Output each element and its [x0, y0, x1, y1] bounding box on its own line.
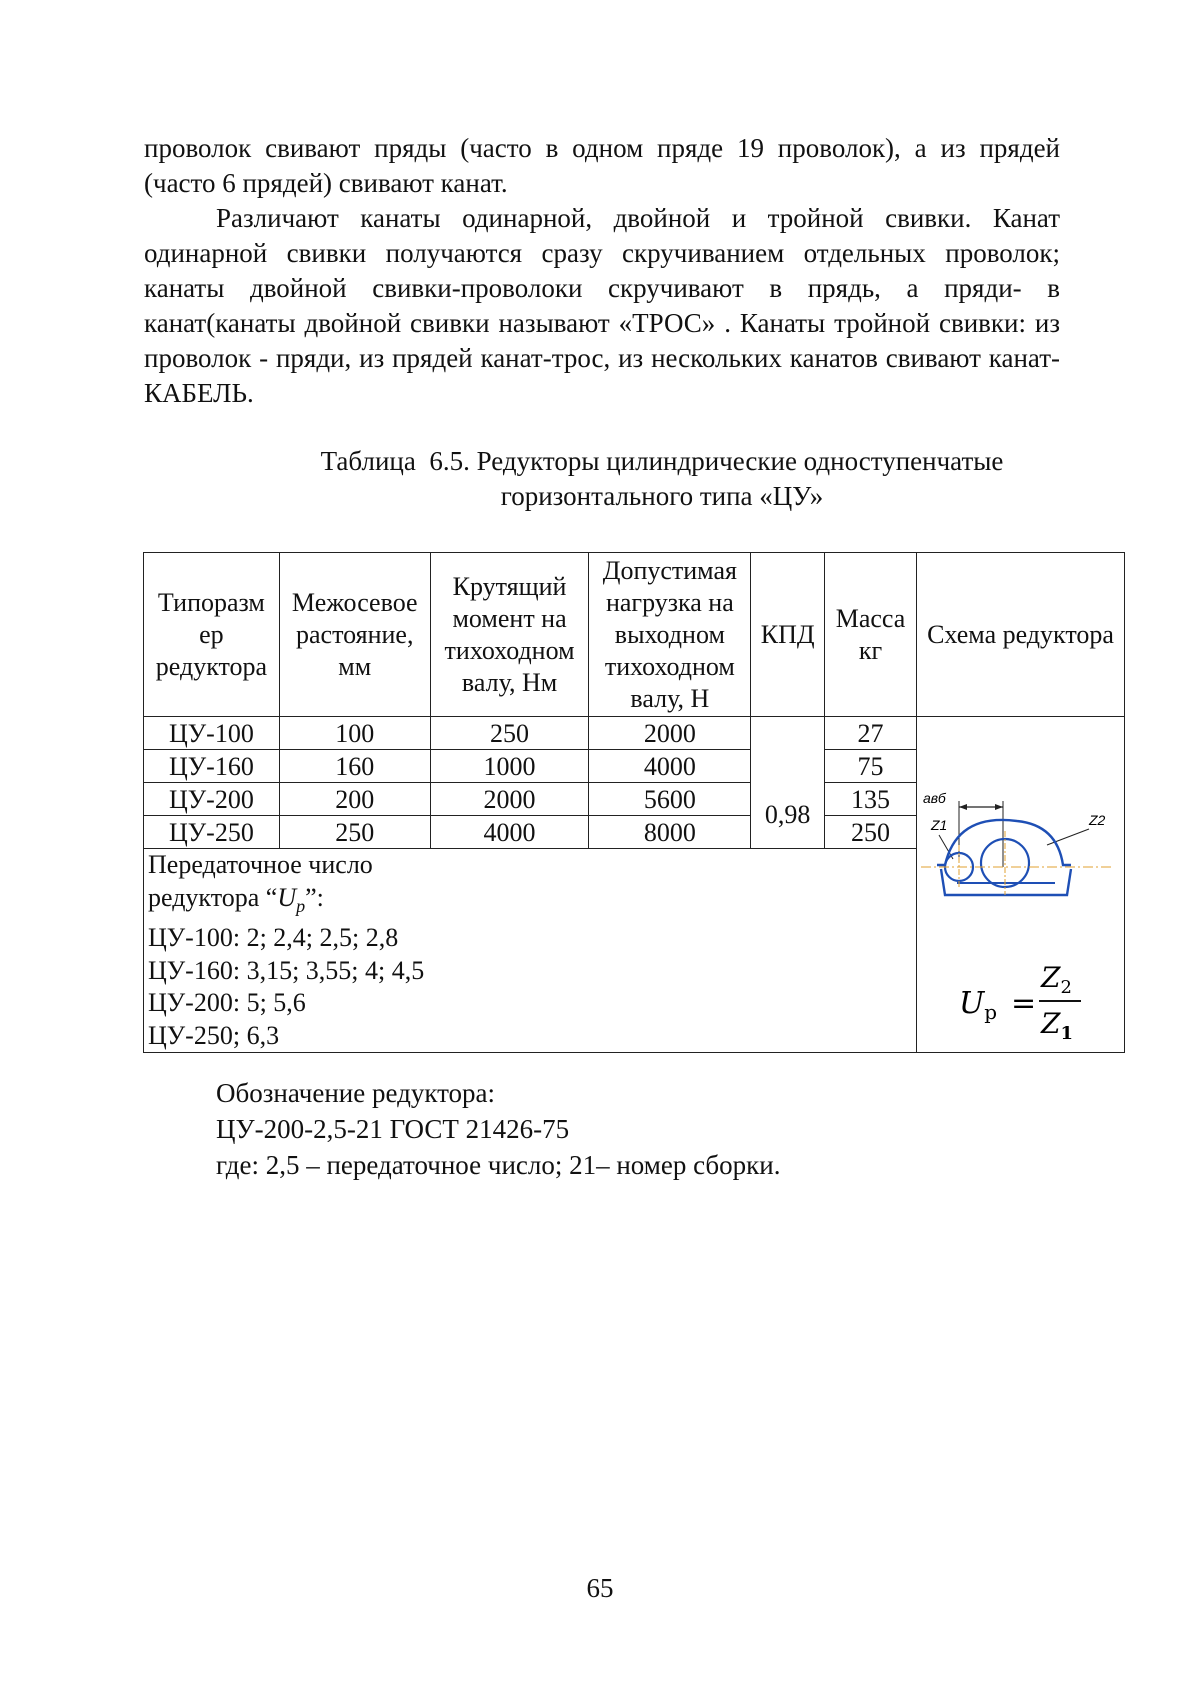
cell-load: 8000	[589, 816, 751, 849]
scheme-label-z1: Z1	[930, 817, 948, 833]
cell-load: 2000	[589, 717, 751, 750]
header-torque: Крутящий момент на тихоходном валу, Нм	[430, 553, 589, 717]
ratio-line: ЦУ-160: 3,15; 3,55; 4; 4,5	[148, 955, 425, 985]
table-caption-line-2: горизонтального типа «ЦУ»	[500, 481, 824, 511]
paragraph-2: Различают канаты одинарной, двойной и тройной свивки. Канат одинарной свивки получаются сразу скручиванием отдельных проволок; канаты двойной свивки-проволоки скручивают в прядь, а пряди- в канат(канаты двойной свивки называют «ТРОС» . Канаты тройной свивки: из проволок - пряди, из прядей канат-трос, из нескольких канатов свивают канат-КАБЕЛЬ.	[144, 203, 1060, 408]
scheme-label-aw: aвб	[922, 790, 946, 806]
cell-load: 4000	[589, 750, 751, 783]
designation-line-2: ЦУ-200-2,5-21 ГОСТ 21426-75	[216, 1114, 570, 1144]
header-type: Типоразм ер редуктора	[144, 553, 280, 717]
cell-distance: 200	[279, 783, 430, 816]
housing-outline	[937, 820, 1071, 865]
formula-lhs: $U_p$	[958, 986, 998, 1024]
cell-type: ЦУ-200	[144, 783, 280, 816]
table-caption-line-1: Таблица 6.5. Редукторы цилиндрические одноступенчатые	[320, 446, 1004, 476]
cell-distance: 250	[279, 816, 430, 849]
designation-line-1: Обозначение редуктора:	[216, 1078, 496, 1108]
cell-type: ЦУ-250	[144, 816, 280, 849]
cell-mass: 75	[825, 750, 917, 783]
cell-gear-ratios	[144, 849, 917, 1053]
ratio-label-1: Передаточное число	[148, 850, 373, 879]
ratio-line: ЦУ-250; 6,3	[148, 1020, 280, 1050]
reducer-table	[143, 552, 1125, 1053]
cell-load: 5600	[589, 783, 751, 816]
reducer-scheme-drawing	[917, 717, 1123, 1043]
header-efficiency: КПД	[751, 553, 825, 717]
header-load: Допустимая нагрузка на выходном тихоходном валу, Н	[589, 553, 751, 717]
cell-type: ЦУ-160	[144, 750, 280, 783]
scheme-label-z2: Z2	[1088, 812, 1106, 828]
table-caption	[144, 444, 1180, 514]
ratio-line: ЦУ-200: 5; 5,6	[148, 988, 306, 1018]
cell-torque: 4000	[430, 816, 589, 849]
cell-mass: 135	[825, 783, 917, 816]
paragraph-1: проволок свивают пряды (часто в одном пряде 19 проволок), а из прядей (часто 6 прядей) свивают канат.	[144, 133, 1060, 198]
cell-distance: 100	[279, 717, 430, 750]
table-header-row	[144, 553, 1125, 717]
cell-type: ЦУ-100	[144, 717, 280, 750]
table-row	[144, 717, 1125, 750]
cell-efficiency: 0,98	[751, 717, 825, 849]
header-mass: Масса кг	[825, 553, 917, 717]
header-distance: Межосевое растояние, мм	[279, 553, 430, 717]
header-scheme: Схема редуктора	[916, 553, 1124, 717]
reducer-designation	[216, 1075, 780, 1183]
leader-z2	[1047, 829, 1089, 845]
cell-torque: 250	[430, 717, 589, 750]
dimension-arrow-right	[995, 804, 1003, 810]
formula-numerator: $Z_2$	[1040, 961, 1072, 998]
cell-torque: 2000	[430, 783, 589, 816]
page-number: 65	[586, 1573, 614, 1603]
formula-denominator: $Z_1$	[1040, 1007, 1073, 1043]
cell-distance: 160	[279, 750, 430, 783]
cell-scheme	[916, 717, 1124, 1053]
dimension-arrow-left	[959, 804, 967, 810]
cell-mass: 27	[825, 717, 917, 750]
formula-equals: =	[1010, 986, 1037, 1021]
ratio-line: ЦУ-100: 2; 2,4; 2,5; 2,8	[148, 923, 399, 953]
cell-torque: 1000	[430, 750, 589, 783]
designation-line-3: где: 2,5 – передаточное число; 21– номер сборки.	[216, 1150, 781, 1180]
cell-mass: 250	[825, 816, 917, 849]
ratio-label-2: редуктора “$U_p$”:	[148, 882, 324, 916]
